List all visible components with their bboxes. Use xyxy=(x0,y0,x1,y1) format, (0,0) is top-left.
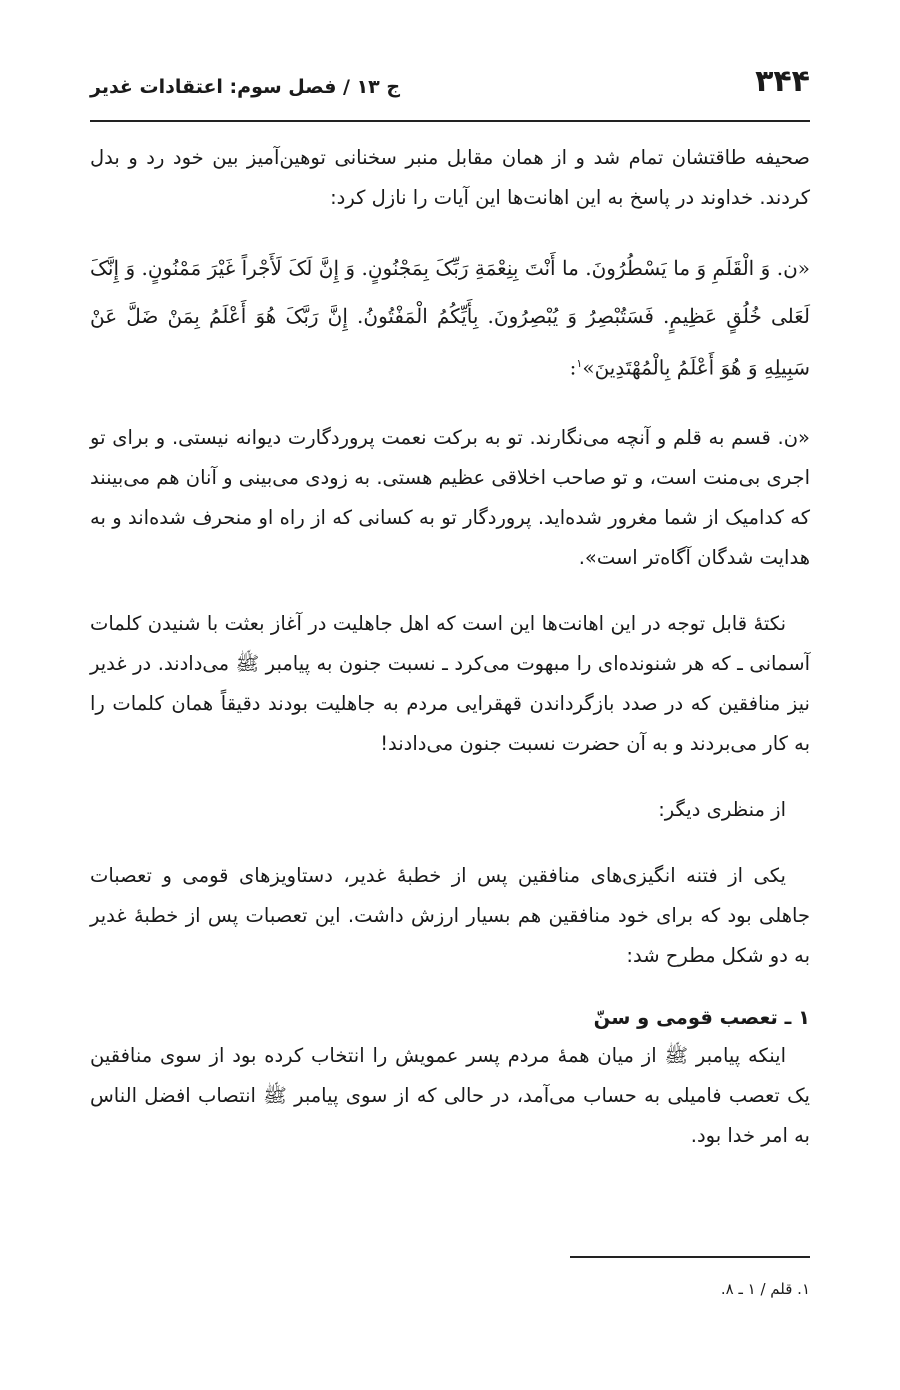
footnote-ref[interactable]: ۱ xyxy=(576,357,583,370)
quran-verses: «ن. وَ الْقَلَمِ وَ ما یَسْطُرُونَ. ما أَنْتَ بِنِعْمَةِ رَبِّکَ بِمَجْنُونٍ. وَ إِنَّ لَکَ لَأَجْراً غَیْرَ مَمْنُونٍ. وَ إِنَّکَ لَعَلی خُلُقٍ عَظِیمٍ. فَسَتُبْصِرُ وَ یُبْصِرُونَ. بِأَیِّکُمُ الْمَفْتُونُ. إِنَّ رَبَّکَ هُوَ أَعْلَمُ بِمَنْ ضَلَّ عَنْ سَبِیلِهِ وَ هُوَ أَعْلَمُ بِالْمُهْتَدِینَ» xyxy=(90,256,810,380)
quran-quote xyxy=(90,244,810,392)
page-header xyxy=(90,62,810,110)
running-head: ج ۱۳ / فصل سوم: اعتقادات غدیر xyxy=(90,76,401,98)
paragraph-note: نکتهٔ قابل توجه در این اهانت‌ها این است که اهل جاهلیت در آغاز بعثت با شنیدن کلمات آسمانی ـ که هر شنونده‌ای را مبهوت می‌کرد ـ نسبت جنون به پیامبر ﷺ می‌دادند. در غدیر نیز منافقین که در صدد بازگرداندن قهقرایی مردم به جاهلیت بودند دقیقاً همان کلمات را به کار می‌بردند و به آن حضرت نسبت جنون می‌دادند! xyxy=(90,611,810,755)
page-body xyxy=(90,138,810,1156)
section-heading: ۱ ـ تعصب قومی و سنّ xyxy=(593,1005,810,1029)
paragraph-translation: «ن. قسم به قلم و آنچه می‌نگارند. تو به برکت نعمت پروردگارت دیوانه نیستی. و برای تو اجری بی‌منت است، و تو صاحب اخلاقی عظیم هستی. به زودی می‌بینی و آنان هم می‌بینند که کدامیک از شما مغرور شده‌اید. پروردگار تو به کسانی که از راه او منحرف شده‌اند و به هدایت شدگان آگاه‌تر است». xyxy=(90,425,810,569)
quote-colon: : xyxy=(569,355,577,380)
footnote: ۱. قلم / ۱ ـ ۸. xyxy=(720,1280,810,1298)
page-number: ۳۴۴ xyxy=(755,64,810,99)
header-divider xyxy=(90,120,810,122)
paragraph-another-view: از منظری دیگر: xyxy=(658,797,786,821)
paragraph-intro: صحیفه طاقتشان تمام شد و از همان مقابل منبر سخنانی توهین‌آمیز بین خود رد و بدل کردند. خداوند در پاسخ به این اهانت‌ها این آیات را نازل کرد: xyxy=(90,146,810,209)
paragraph-strife: یکی از فتنه انگیزی‌های منافقین پس از خطبهٔ غدیر، دستاویزهای قومی و تعصبات جاهلی بود که برای خود منافقین هم بسیار ارزش داشت. این تعصبات پس از خطبهٔ غدیر به دو شکل مطرح شد: xyxy=(90,863,810,967)
paragraph-section-1: اینکه پیامبر ﷺ از میان همهٔ مردم پسر عمویش را انتخاب کرده بود از سوی منافقین یک تعصب فامیلی به حساب می‌آمد، در حالی که از سوی پیامبر ﷺ انتصاب افضل الناس به امر خدا بود. xyxy=(90,1043,810,1147)
footnote-divider xyxy=(570,1256,810,1258)
